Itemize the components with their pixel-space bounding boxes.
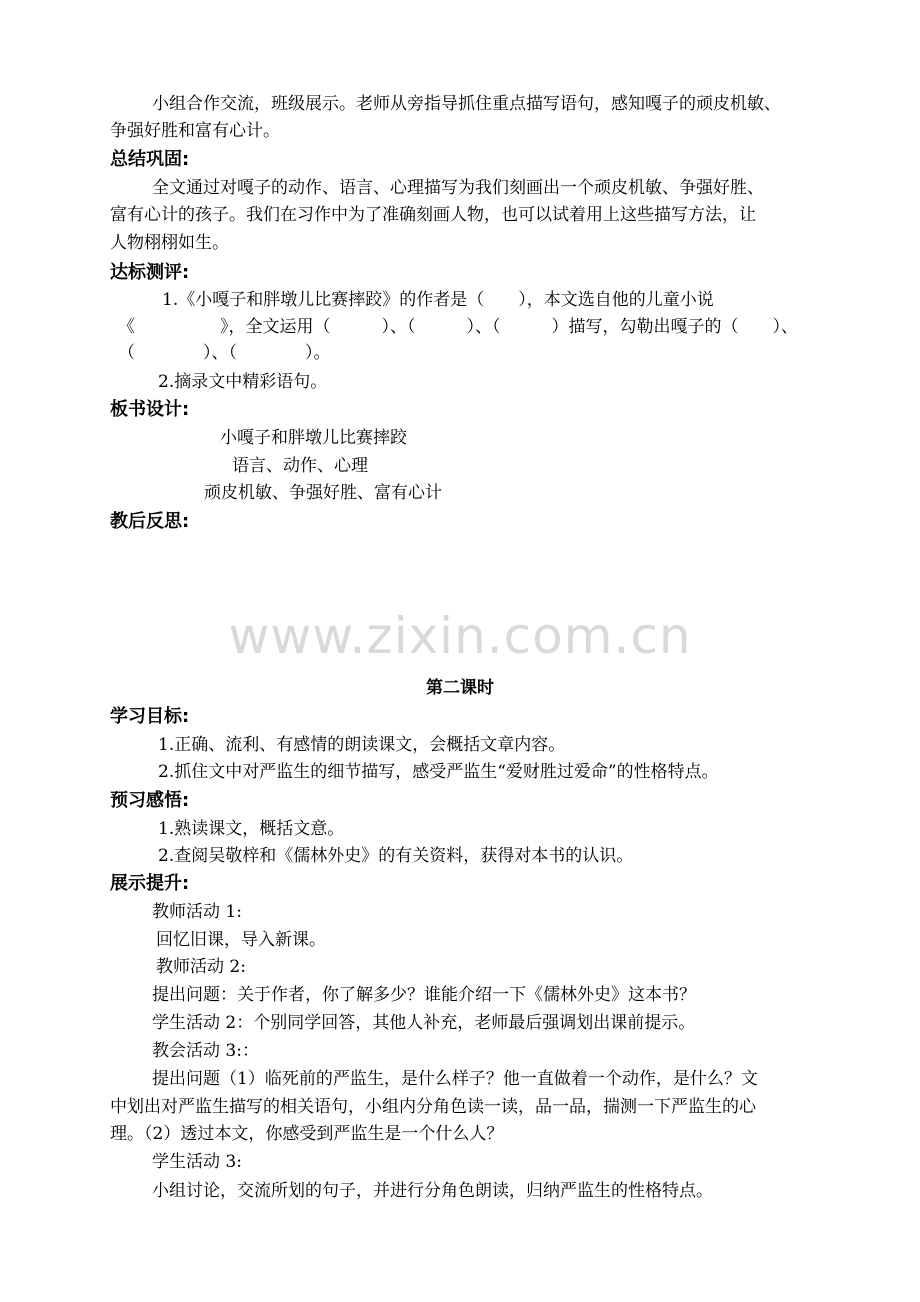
section-heading-reflection: 教后反思: xyxy=(110,511,190,532)
activity-content: 提出问题（1）临死前的严监生，是什么样子？他一直做着一个动作，是什么？文 xyxy=(152,1069,758,1089)
watermark: www.zixin.com.cn xyxy=(228,607,692,665)
body-text-line: 争强好胜和富有心计。 xyxy=(110,121,280,141)
body-text-line: 全文通过对嘎子的动作、语言、心理描写为我们刻画出一个顽皮机敏、争强好胜、 xyxy=(152,178,764,198)
section-heading-preview: 预习感悟: xyxy=(110,790,190,811)
activity-content: 学生活动 2：个别同学回答，其他人补充，老师最后强调划出课前提示。 xyxy=(152,1013,696,1033)
section-heading-board: 板书设计: xyxy=(110,399,190,420)
activity-content: 中划出对严监生描写的相关语句，小组内分角色读一读，品一品，揣测一下严监生的心 xyxy=(110,1097,756,1117)
test-item-1-cont: 《 》，全文运用（ ）、（ ）、（ ）描写，勾勒出嘎子的（ ）、 xyxy=(118,317,798,337)
board-line: 语言、动作、心理 xyxy=(232,456,368,476)
body-text-line: 富有心计的孩子。我们在习作中为了准确刻画人物，也可以试着用上这些描写方法，让 xyxy=(110,205,756,225)
test-item-1-cont: （ ）、（ ）。 xyxy=(118,343,331,363)
section-heading-test: 达标测评: xyxy=(110,262,190,283)
activity-label: 教师活动 2: xyxy=(156,957,246,977)
activity-label: 教师活动 1: xyxy=(152,902,242,922)
lesson-title: 第二课时 xyxy=(426,678,494,698)
board-line: 小嘎子和胖墩儿比赛摔跤 xyxy=(220,428,407,448)
section-heading-show: 展示提升: xyxy=(110,873,190,894)
test-item-1: 1.《小嘎子和胖墩儿比赛摔跤》的作者是（ ），本文选自他的儿童小说 xyxy=(162,290,714,310)
body-text-line: 小组合作交流，班级展示。老师从旁指导抓住重点描写语句，感知嘎子的顽皮机敏、 xyxy=(152,94,781,114)
activity-content: 提出问题：关于作者，你了解多少？谁能介绍一下《儒林外史》这本书？ xyxy=(152,985,696,1005)
goal-item: 1.正确、流利、有感情的朗读课文，会概括文章内容。 xyxy=(158,735,566,755)
section-heading-summary: 总结巩固: xyxy=(110,149,190,170)
body-text-line: 人物栩栩如生。 xyxy=(110,233,229,253)
goal-item: 2.抓住文中对严监生的细节描写，感受严监生“爱财胜过爱命”的性格特点。 xyxy=(158,762,719,782)
activity-label: 教会活动 3:： xyxy=(152,1041,259,1061)
preview-item: 2.查阅吴敬梓和《儒林外史》的有关资料，获得对本书的认识。 xyxy=(158,846,634,866)
activity-label: 学生活动 3: xyxy=(152,1152,242,1172)
activity-content: 小组讨论，交流所划的句子，并进行分角色朗读，归纳严监生的性格特点。 xyxy=(152,1181,713,1201)
preview-item: 1.熟读课文，概括文意。 xyxy=(158,819,345,839)
board-line: 顽皮机敏、争强好胜、富有心计 xyxy=(204,483,442,503)
activity-content: 回忆旧课，导入新课。 xyxy=(156,930,326,950)
section-heading-goals: 学习目标: xyxy=(110,706,190,727)
activity-content: 理。（2）透过本文，你感受到严监生是一个什么人？ xyxy=(110,1124,504,1144)
test-item-2: 2.摘录文中精彩语句。 xyxy=(158,372,328,392)
